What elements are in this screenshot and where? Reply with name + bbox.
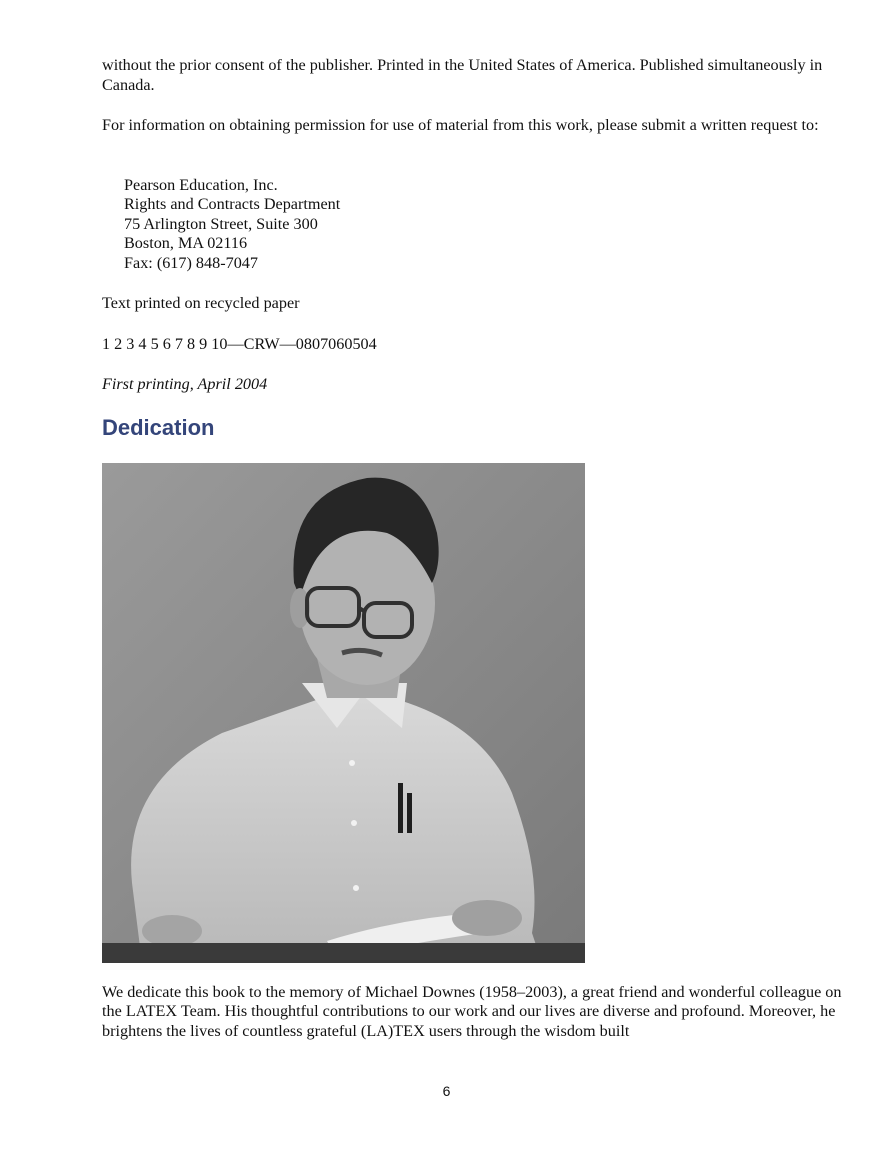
- permission-request-paragraph: For information on obtaining permission for use of material from this work, please submit a written request to:: [102, 116, 819, 134]
- permission-paragraph: without the prior consent of the publisher. Printed in the United States of America. Published simultaneously in Canada.: [102, 56, 823, 94]
- page-number: 6: [442, 1083, 451, 1099]
- printing-code: 1 2 3 4 5 6 7 8 9 10—CRW—0807060504: [102, 334, 377, 353]
- dedication-paragraph: We dedicate this book to the memory of Michael Downes (1958–2003), a great friend and wonderful colleague on the LATEX Team. His thoughtful contributions to our work and our lives are diverse and profound. Moreover, he brightens the lives of countless grateful (LA)TEX users through the wisdom built: [102, 982, 842, 1040]
- address-line: Rights and Contracts Department: [124, 195, 341, 213]
- page-body: [102, 56, 852, 1041]
- dedication-heading: Dedication: [102, 414, 215, 440]
- publisher-address: [124, 176, 852, 274]
- address-line: Fax: (617) 848-7047: [124, 253, 258, 272]
- first-printing-note: First printing, April 2004: [102, 375, 268, 393]
- recycled-paper-note: Text printed on recycled paper: [102, 294, 300, 312]
- address-line: Pearson Education, Inc.: [124, 175, 278, 194]
- portrait-photo: [102, 463, 585, 963]
- address-line: Boston, MA 02116: [124, 234, 248, 252]
- address-line: 75 Arlington Street, Suite 300: [124, 214, 318, 233]
